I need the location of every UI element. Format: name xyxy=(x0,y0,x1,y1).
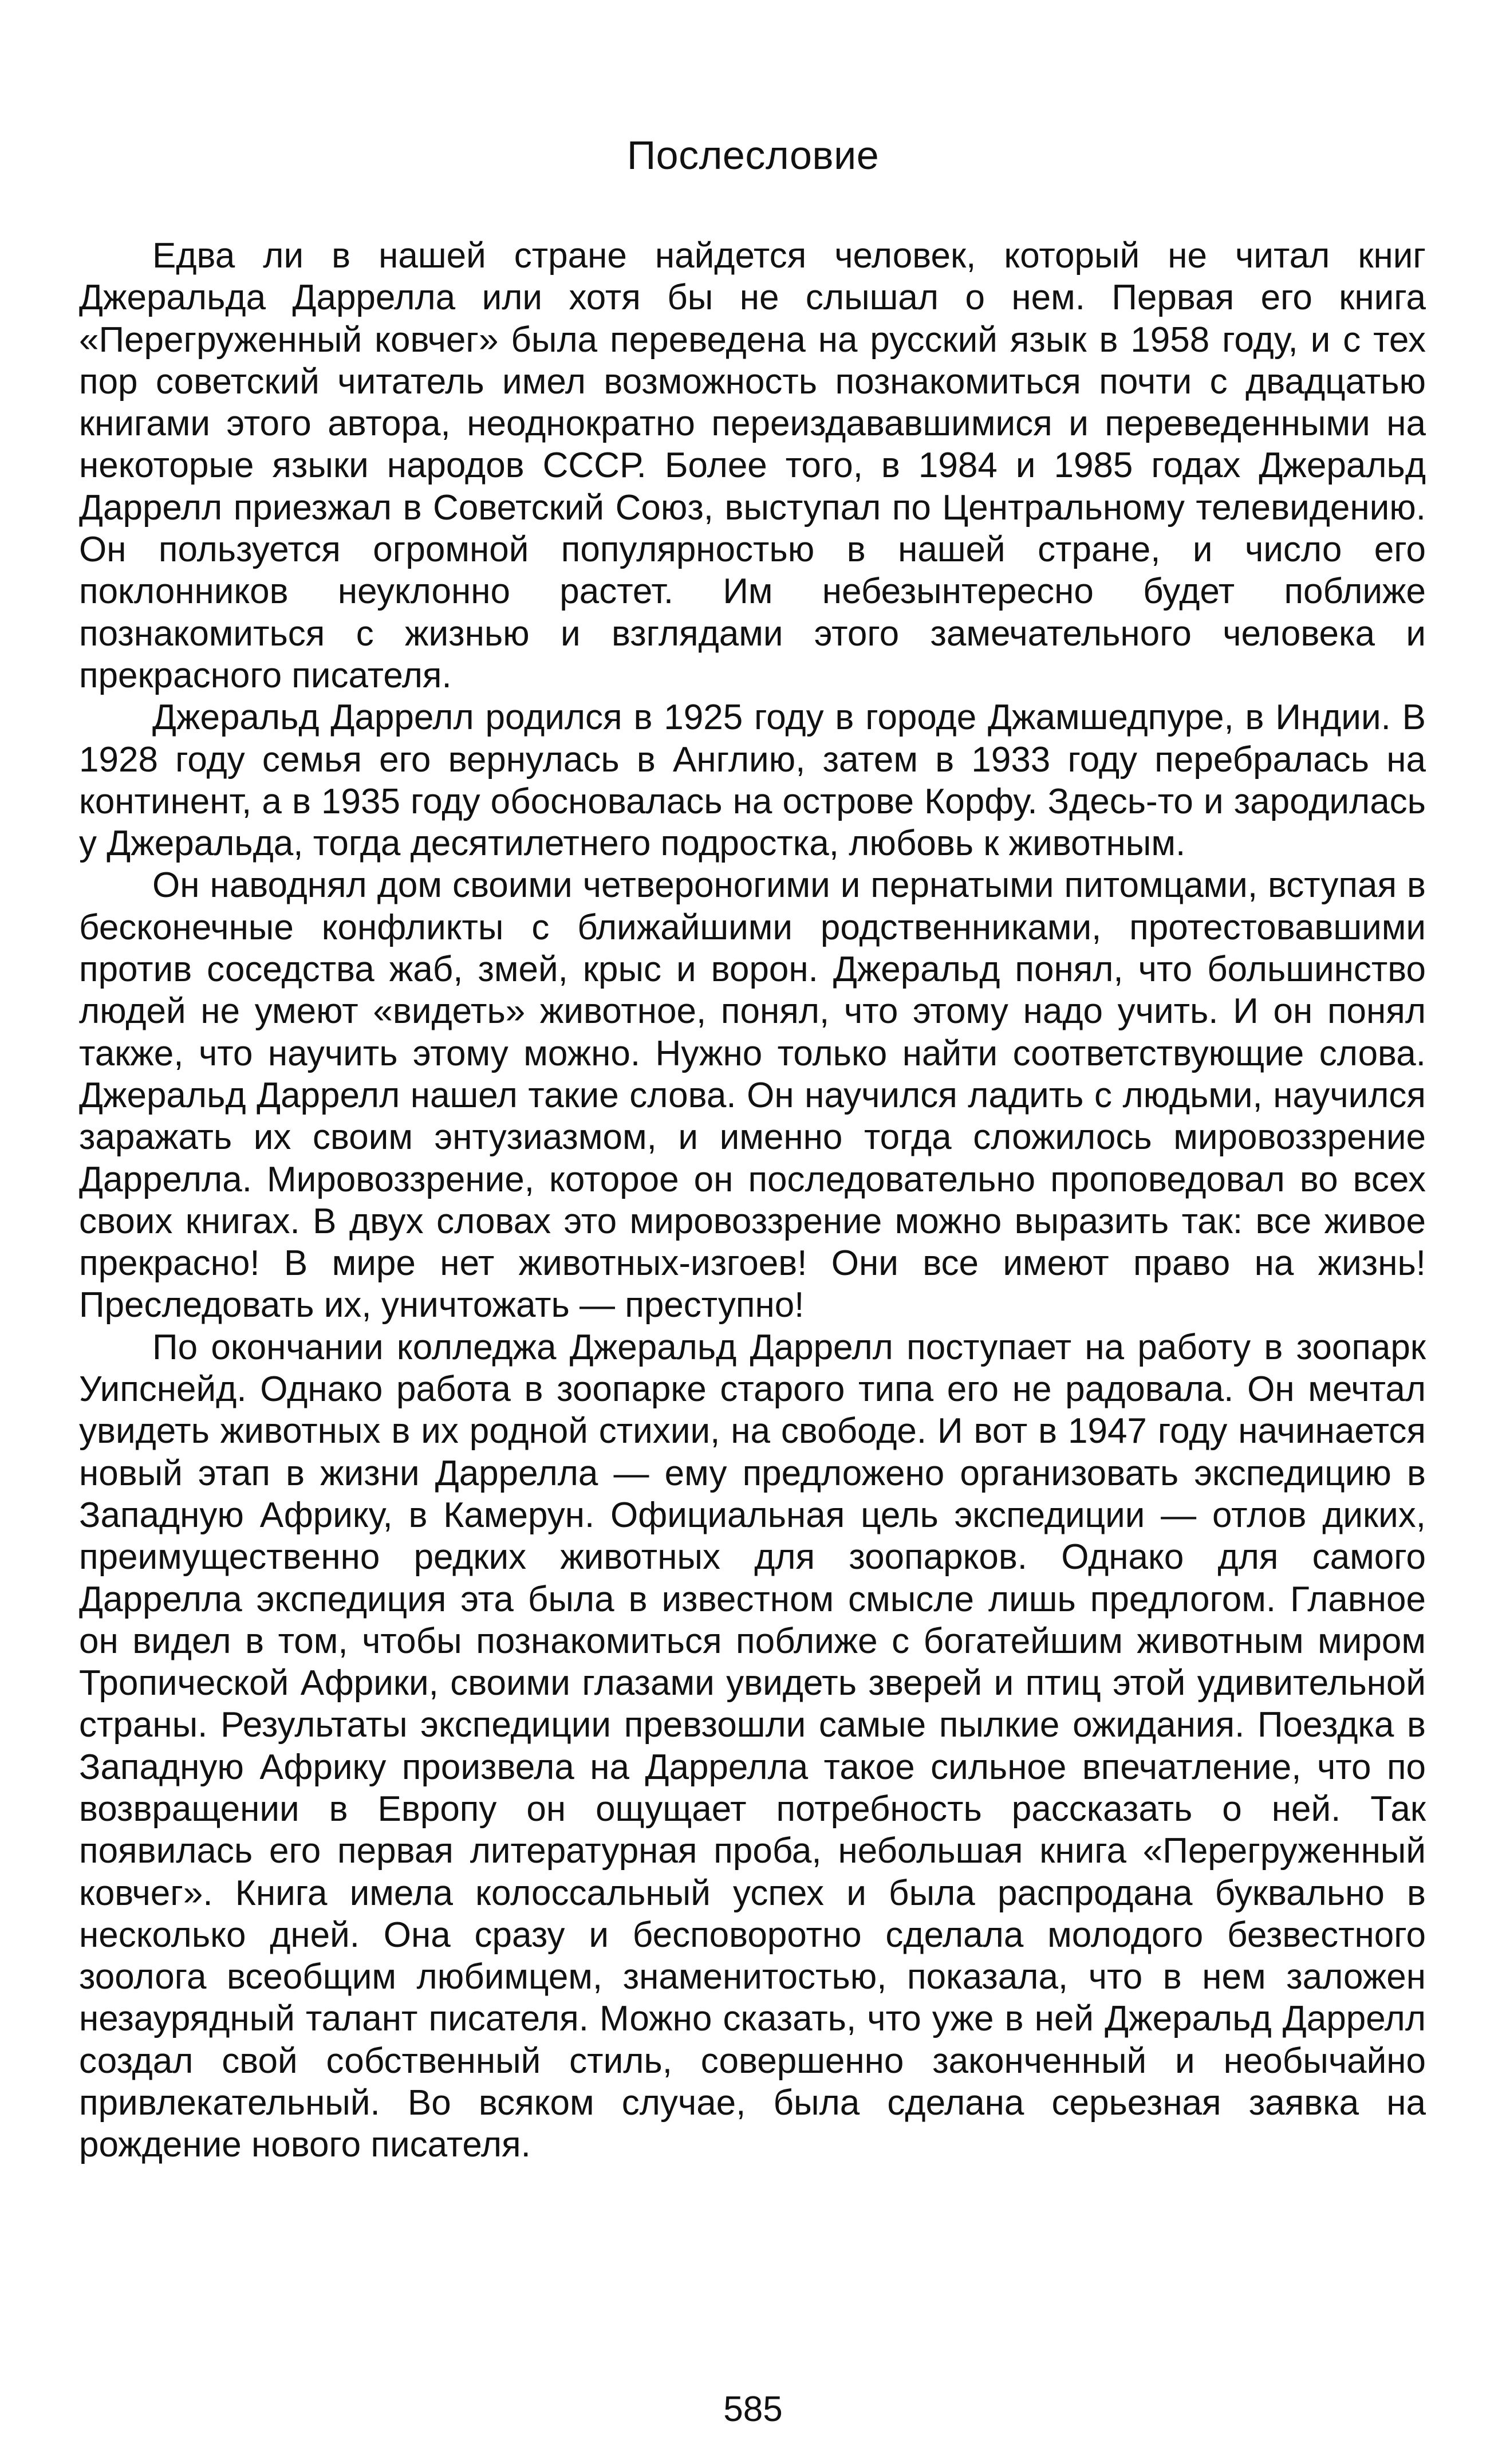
body-text xyxy=(79,235,1426,2166)
page-number: 585 xyxy=(723,2390,783,2429)
paragraph: Он наводнял дом своими четвероногими и пернатыми питомцами, вступая в бесконечные конфликты с ближайшими родственниками, протестовавшими против соседства жаб, змей, крыс и ворон. Джеральд понял, что большинство людей не умеют «видеть» животное, понял, что этому надо учить. И он понял также, что научить этому можно. Нужно только найти соответствующие слова. Джеральд Даррелл нашел такие слова. Он научился ладить с людьми, научился заражать их своим энтузиазмом, и именно тогда сложилось мировоззрение Даррелла. Мировоззрение, которое он последовательно проповедовал во всех своих книгах. В двух словах это мировоззрение можно выразить так: все живое прекрасно! В мире нет животных-изгоев! Они все имеют право на жизнь! Преследовать их, уничтожать — преступно! xyxy=(79,865,1426,1325)
chapter-title: Послесловие xyxy=(626,133,880,178)
paragraph: Едва ли в нашей стране найдется человек, который не читал книг Джеральда Даррелла или хотя бы не слышал о нем. Первая его книга «Перегруженный ковчег» была переведена на русский язык в 1958 году, и с тех пор советский читатель имел возможность познакомиться почти с двадцатью книгами этого автора, неоднократно переиздававшимися и переведенными на некоторые языки народов СССР. Более того, в 1984 и 1985 годах Джеральд Даррелл приезжал в Советский Союз, выступал по Центральному телевидению. Он пользуется огромной популярностью в нашей стране, и число его поклонников неуклонно растет. Им небезынтересно будет поближе познакомиться с жизнью и взглядами этого замечательного человека и прекрасного писателя. xyxy=(79,236,1426,695)
paragraph: Джеральд Даррелл родился в 1925 году в городе Джамшедпуре, в Индии. В 1928 году семья его вернулась в Англию, затем в 1933 году перебралась на континент, а в 1935 году обосновалась на острове Корфу. Здесь-то и зародилась у Джеральда, тогда десятилетнего подростка, любовь к животным. xyxy=(79,698,1426,864)
paragraph: По окончании колледжа Джеральд Даррелл поступает на работу в зоопарк Уипснейд. Однако работа в зоопарке старого типа его не радовала. Он мечтал увидеть животных в их родной стихии, на свободе. И вот в 1947 году начинается новый этап в жизни Даррелла — ему предложено организовать экспедицию в Западную Африку, в Камерун. Официальная цель экспедиции — отлов диких, преимущественно редких животных для зоопарков. Однако для самого Даррелла экспедиция эта была в известном смысле лишь предлогом. Главное он видел в том, чтобы познакомиться поближе с богатейшим животным миром Тропической Африки, своими глазами увидеть зверей и птиц этой удивительной страны. Результаты экспедиции превзошли самые пылкие ожидания. Поездка в Западную Африку произвела на Даррелла такое сильное впечатление, что по возвращении в Европу он ощущает потребность рассказать о ней. Так появилась его первая литературная проба, небольшая книга «Перегруженный ковчег». Книга имела колоссальный успех и была распродана буквально в несколько дней. Она сразу и бесповоротно сделала молодого безвестного зоолога всеобщим любимцем, знаменитостью, показала, что в нем заложен незаурядный талант писателя. Можно сказать, что уже в ней Джеральд Даррелл создал свой собственный стиль, совершенно законченный и необычайно привлекательный. Во всяком случае, была сделана серьезная заявка на рождение нового писателя. xyxy=(79,1327,1426,2165)
